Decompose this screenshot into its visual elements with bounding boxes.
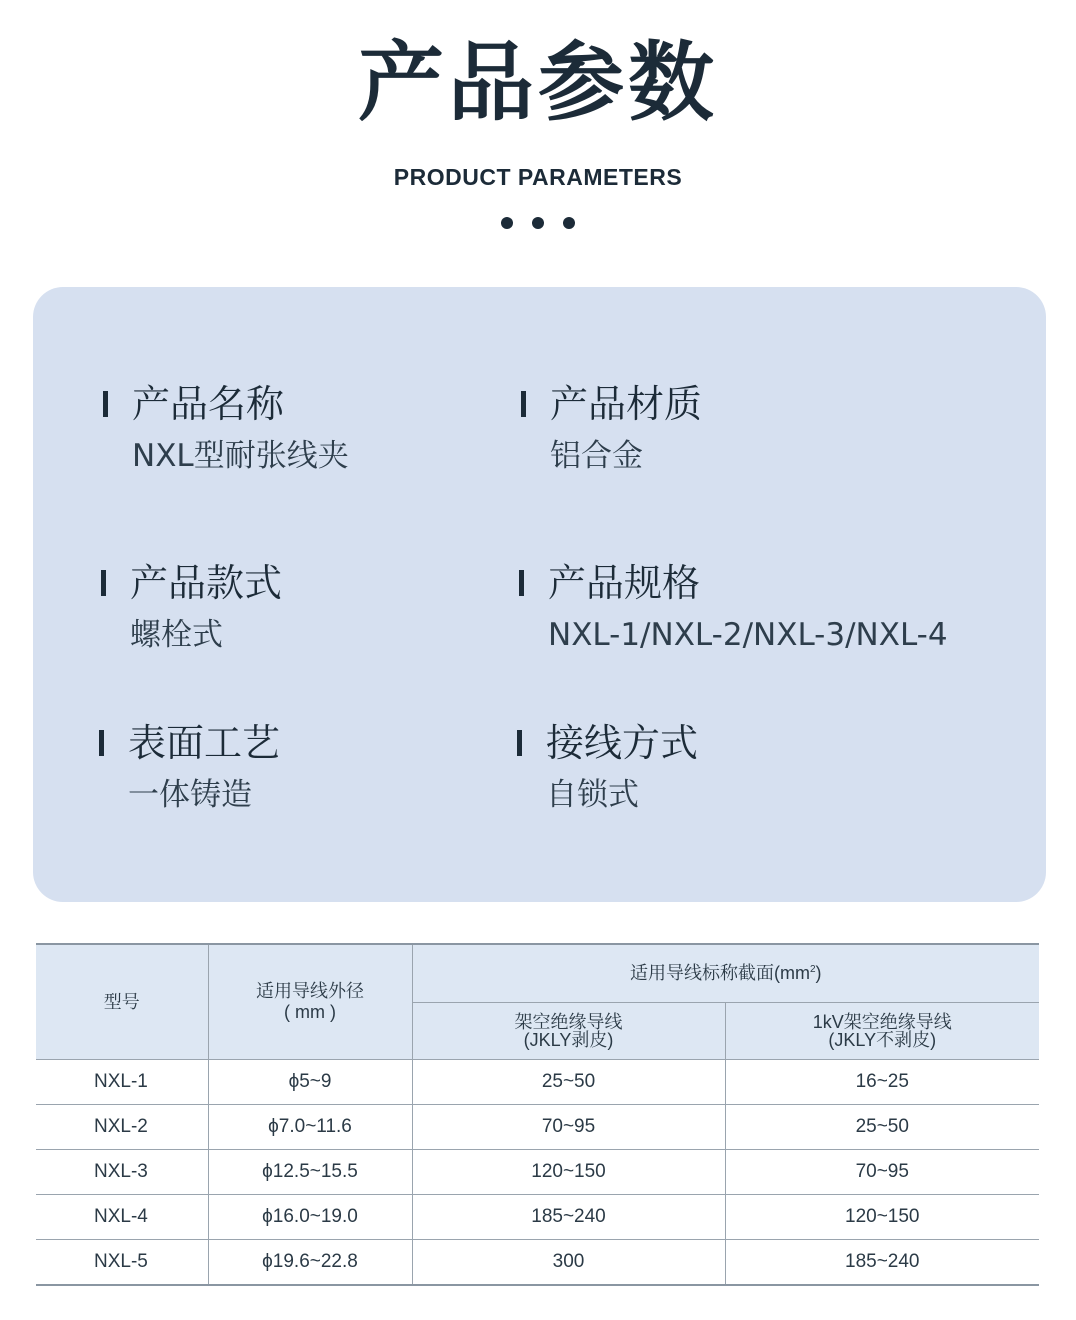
- product-properties-panel: [33, 287, 1046, 902]
- header-col-stripped-line2: (JKLY剥皮): [523, 1029, 614, 1050]
- property-value: 自锁式: [546, 777, 639, 813]
- cell-model: NXL-5: [36, 1240, 208, 1285]
- header-col-unstripped: [725, 1002, 1039, 1059]
- cell-model: NXL-3: [36, 1150, 208, 1195]
- table-row: [36, 1195, 1039, 1240]
- cell-model: NXL-4: [36, 1195, 208, 1240]
- header-col-unstripped-line1: 1kV架空绝缘导线: [812, 1011, 952, 1032]
- page-title: 产品参数: [358, 33, 718, 133]
- header-cross-section-text: 适用导线标称截面(mm: [629, 963, 810, 984]
- header-diameter-line1: 适用导线外径: [256, 981, 364, 1002]
- header-diameter: [208, 944, 412, 1059]
- bullet-bar-icon: [519, 570, 524, 596]
- header-cross-section-close: ): [815, 963, 822, 984]
- property-label: 产品名称: [132, 382, 285, 426]
- header-diameter-line2: ( mm ): [284, 1002, 336, 1023]
- bullet-bar-icon: [517, 730, 522, 756]
- cell-diameter: ϕ12.5~15.5: [208, 1150, 412, 1195]
- header-col-unstripped-line2: (JKLY不剥皮): [828, 1029, 937, 1050]
- header-cross-section-superscript: 2: [809, 964, 816, 976]
- property-value: NXL型耐张线夹: [132, 438, 349, 474]
- cell-model: NXL-2: [36, 1104, 208, 1149]
- header-model: 型号: [36, 944, 208, 1059]
- cell-unstripped: 25~50: [725, 1104, 1039, 1149]
- property-value: NXL-1/NXL-2/NXL-3/NXL-4: [548, 617, 948, 653]
- property-label: 产品款式: [130, 561, 283, 605]
- header-col-stripped: [412, 1002, 725, 1059]
- cell-unstripped: 185~240: [725, 1240, 1039, 1285]
- cell-model: NXL-1: [36, 1059, 208, 1104]
- bullet-bar-icon: [521, 391, 526, 417]
- property-label: 产品材质: [550, 382, 703, 426]
- bullet-bar-icon: [99, 730, 104, 756]
- dot-icon: [563, 217, 575, 229]
- table-row: [36, 1059, 1039, 1104]
- cell-stripped: 120~150: [412, 1150, 725, 1195]
- header-col-stripped-line1: 架空绝缘导线: [514, 1011, 623, 1032]
- table-row: [36, 1104, 1039, 1149]
- cell-stripped: 300: [412, 1240, 725, 1285]
- property-value: 一体铸造: [128, 777, 252, 813]
- dot-icon: [501, 217, 513, 229]
- property-label: 表面工艺: [128, 721, 281, 765]
- cell-unstripped: 70~95: [725, 1150, 1039, 1195]
- dot-icon: [532, 217, 544, 229]
- cell-stripped: 70~95: [412, 1104, 725, 1149]
- bullet-bar-icon: [101, 570, 106, 596]
- specification-table: [36, 943, 1039, 1286]
- cell-stripped: 185~240: [412, 1195, 725, 1240]
- property-value: 铝合金: [550, 438, 643, 474]
- bullet-bar-icon: [103, 391, 108, 417]
- property-label: 接线方式: [546, 721, 699, 765]
- property-label: 产品规格: [548, 561, 701, 605]
- header-cross-section: [412, 944, 1039, 1002]
- property-value: 螺栓式: [130, 617, 223, 653]
- table-row: [36, 1240, 1039, 1285]
- cell-unstripped: 120~150: [725, 1195, 1039, 1240]
- page-subtitle: PRODUCT PARAMETERS: [393, 164, 683, 190]
- cell-diameter: ϕ5~9: [208, 1059, 412, 1104]
- cell-diameter: ϕ16.0~19.0: [208, 1195, 412, 1240]
- cell-unstripped: 16~25: [725, 1059, 1039, 1104]
- decorative-dots: [0, 217, 1076, 229]
- cell-diameter: ϕ7.0~11.6: [208, 1104, 412, 1149]
- cell-stripped: 25~50: [412, 1059, 725, 1104]
- table-row: [36, 1150, 1039, 1195]
- cell-diameter: ϕ19.6~22.8: [208, 1240, 412, 1285]
